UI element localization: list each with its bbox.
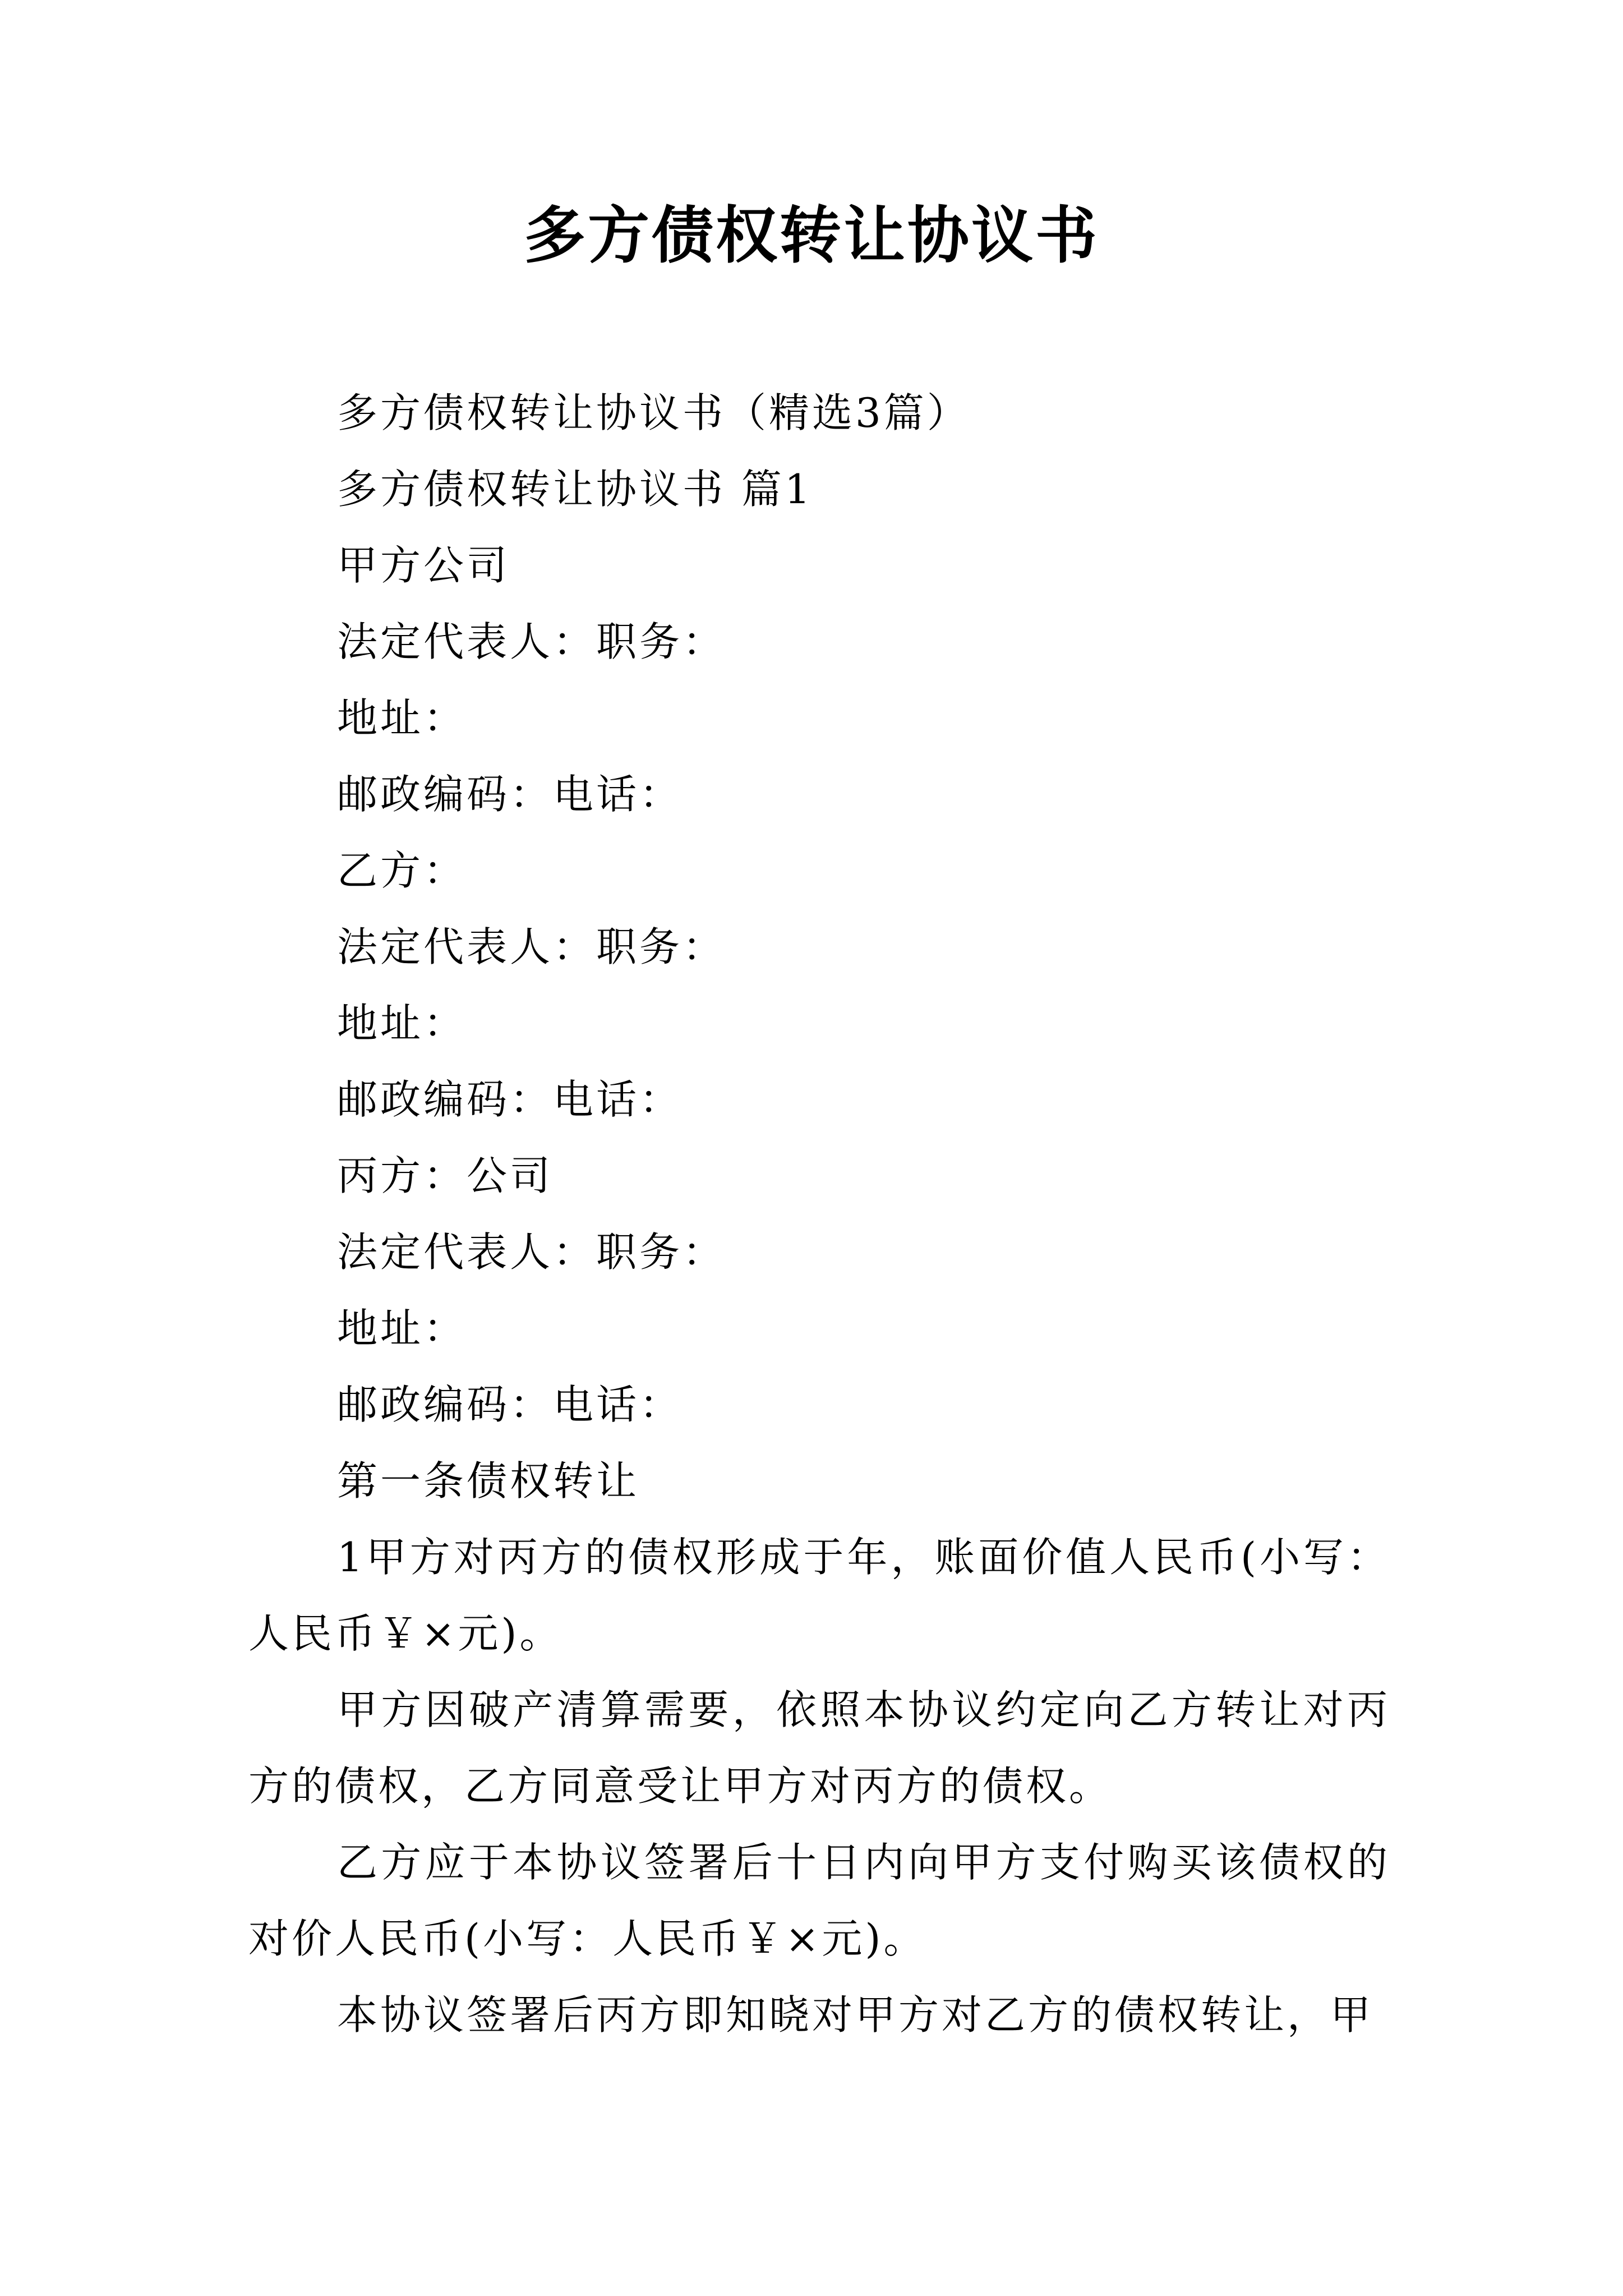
paragraph-party-c: 丙方：公司: [337, 1152, 554, 1199]
paragraph-party-a: 甲方公司: [337, 542, 510, 589]
paragraph-party-b-representative: 法定代表人：职务：: [337, 923, 726, 970]
paragraph-notification: 本协议签署后丙方即知晓对甲方对乙方的债权转让，甲: [337, 1991, 1374, 2039]
paragraph-party-c-contact: 邮政编码：电话：: [337, 1381, 683, 1428]
paragraph-party-b-contact: 邮政编码：电话：: [337, 1076, 683, 1123]
paragraph-section-heading: 多方债权转让协议书 篇1: [337, 466, 813, 513]
paragraph-party-a-contact: 邮政编码：电话：: [337, 771, 683, 818]
paragraph-party-c-representative: 法定代表人：职务：: [337, 1228, 726, 1276]
paragraph-party-b: 乙方：: [337, 847, 467, 894]
paragraph-transfer-agreement: 甲方因破产清算需要，依照本协议约定向乙方转让对丙方的债权，乙方同意受让甲方对丙方的债权。: [248, 1686, 1390, 1810]
document-title: 多方债权转让协议书: [524, 199, 1099, 272]
document-body: [248, 375, 1390, 2053]
paragraph-party-a-address: 地址：: [337, 694, 467, 742]
paragraph-article-one-heading: 第一条债权转让: [337, 1457, 640, 1504]
paragraph-party-a-representative: 法定代表人：职务：: [337, 618, 726, 665]
paragraph-payment-terms: 乙方应于本协议签署后十日内向甲方支付购买该债权的对价人民币(小写：人民币￥×元)。: [248, 1839, 1390, 1962]
paragraph-subtitle: 多方债权转让协议书（精选3篇）: [337, 389, 970, 436]
paragraph-party-b-address: 地址：: [337, 1000, 467, 1047]
paragraph-claim-formation: 1甲方对丙方的债权形成于年，账面价值人民币(小写：人民币￥×元)。: [248, 1534, 1390, 1657]
paragraph-party-c-address: 地址：: [337, 1305, 467, 1352]
